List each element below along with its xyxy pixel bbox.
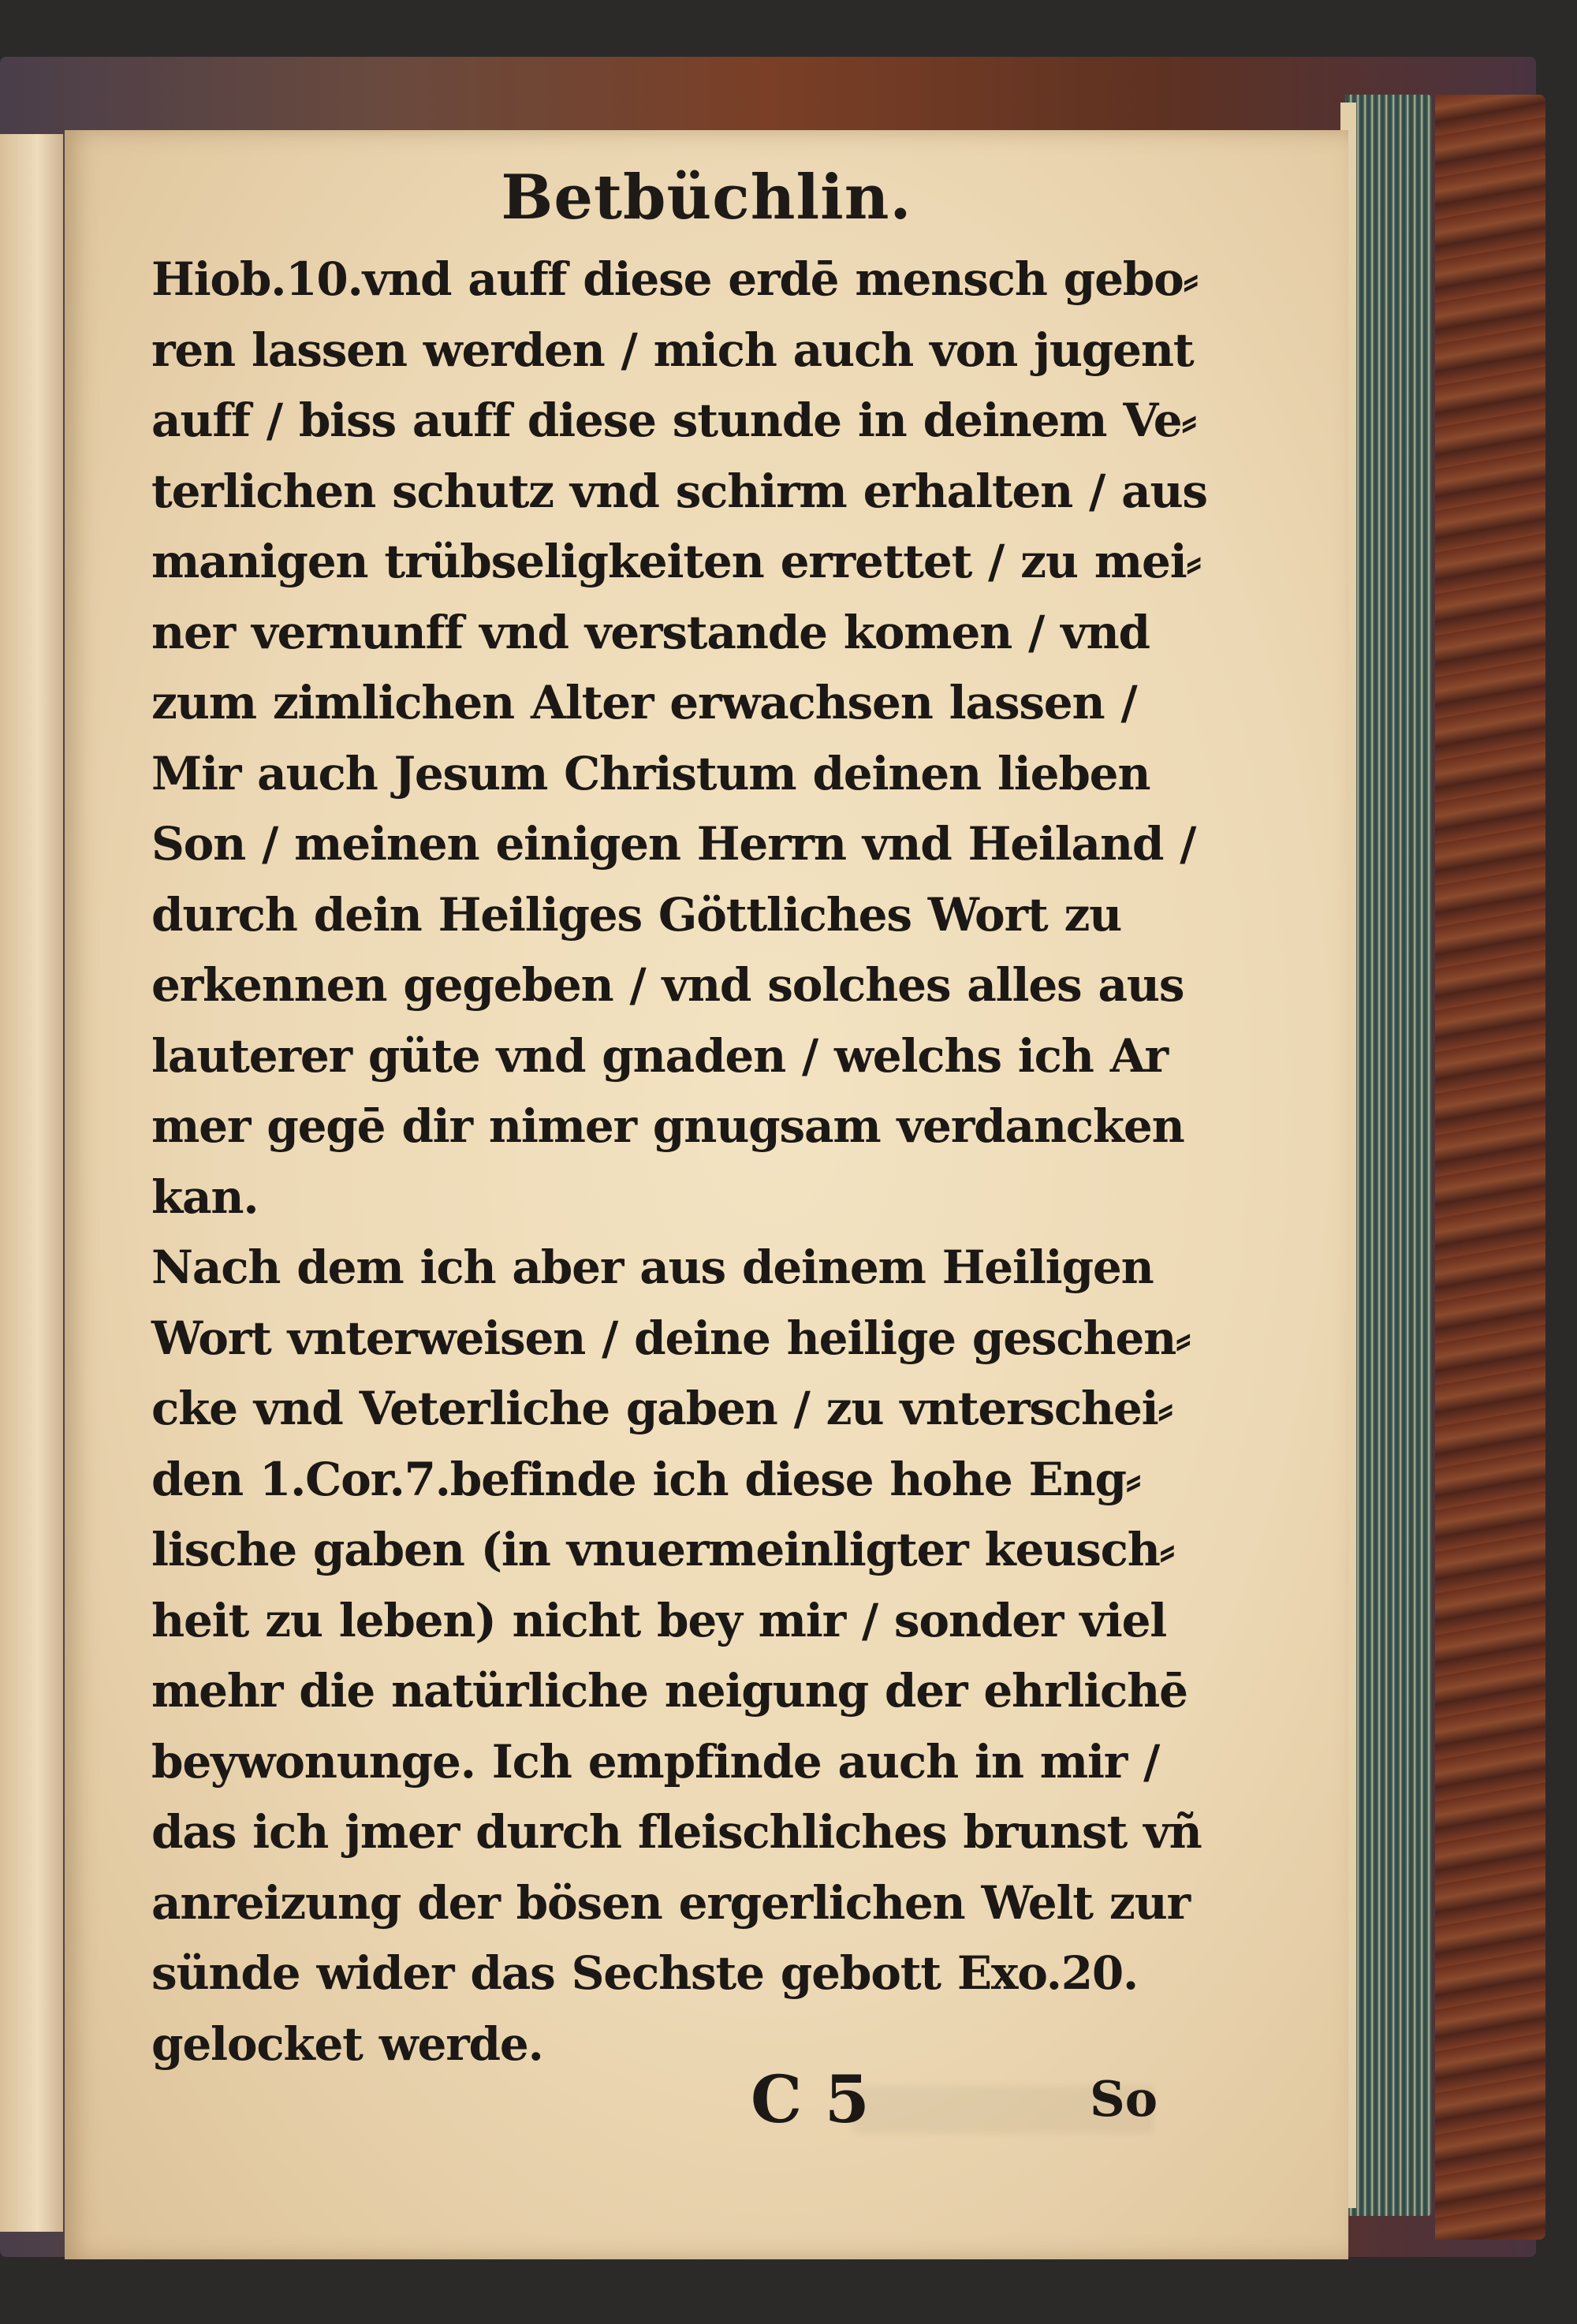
cover-marbled-edge	[1435, 95, 1545, 2240]
text-line: terlichen schutz vnd schirm erhalten / aus	[151, 464, 1207, 518]
text-line: Hiob.10.vnd auff diese erdē mensch gebo⸗	[151, 252, 1198, 306]
text-line: manigen trübseligkeiten errettet / zu mei⸗	[151, 535, 1201, 588]
text-line: das ich jmer durch fleischliches brunst vñ	[151, 1805, 1202, 1859]
book-page	[65, 130, 1348, 2259]
text-line: ren lassen werden / mich auch von jugent	[151, 323, 1194, 377]
text-line: cke vnd Veterliche gaben / zu vnterschei⸗	[151, 1382, 1172, 1435]
text-line: heit zu leben) nicht bey mir / sonder viel	[151, 1593, 1167, 1647]
text-block	[151, 244, 1255, 2080]
text-line: lauterer güte vnd gnaden / welchs ich Ar	[151, 1028, 1168, 1083]
text-line: kan.	[151, 1169, 259, 1224]
text-line: anreizung der bösen ergerlichen Welt zur	[151, 1875, 1190, 1930]
page-footer	[65, 2054, 1348, 2138]
page-block-edges	[1345, 95, 1432, 2216]
running-head: Betbüchlin.	[501, 162, 912, 233]
text-line: Nach dem ich aber aus deinem Heiligen	[151, 1240, 1154, 1294]
text-line: erkennen gegeben / vnd solches alles aus	[151, 958, 1184, 1012]
text-line: auff / biss auff diese stunde in deinem Ve⸗	[151, 394, 1196, 447]
text-line: ner vernunff vnd verstande komen / vnd	[151, 605, 1150, 659]
text-line: Wort vnterweisen / deine heilige geschen⸗	[151, 1311, 1191, 1365]
facing-page-edge	[0, 134, 63, 2232]
text-line: mehr die natürliche neigung der ehrlichē	[151, 1664, 1187, 1718]
text-line: Son / meinen einigen Herrn vnd Heiland /	[151, 817, 1196, 871]
text-line: zum zimlichen Alter erwachsen lassen /	[151, 676, 1137, 729]
text-line: gelocket werde.	[151, 2016, 543, 2071]
text-line: den 1.Cor.7.befinde ich diese hohe Eng⸗	[151, 1452, 1140, 1506]
text-line: beywonunge. Ich empfinde auch in mir /	[151, 1734, 1160, 1789]
text-line: lische gaben (in vnuermeinligter keusch⸗	[151, 1523, 1174, 1576]
catchword: So	[1090, 2070, 1158, 2128]
signature-mark: C 5	[751, 2062, 870, 2138]
text-line: durch dein Heiliges Göttliches Wort zu	[151, 887, 1122, 942]
text-line: sünde wider das Sechste gebott Exo.20.	[151, 1946, 1139, 2000]
text-line: mer gegē dir nimer gnugsam verdancken	[151, 1099, 1184, 1153]
text-line: Mir auch Jesum Christum deinen lieben	[151, 746, 1150, 800]
